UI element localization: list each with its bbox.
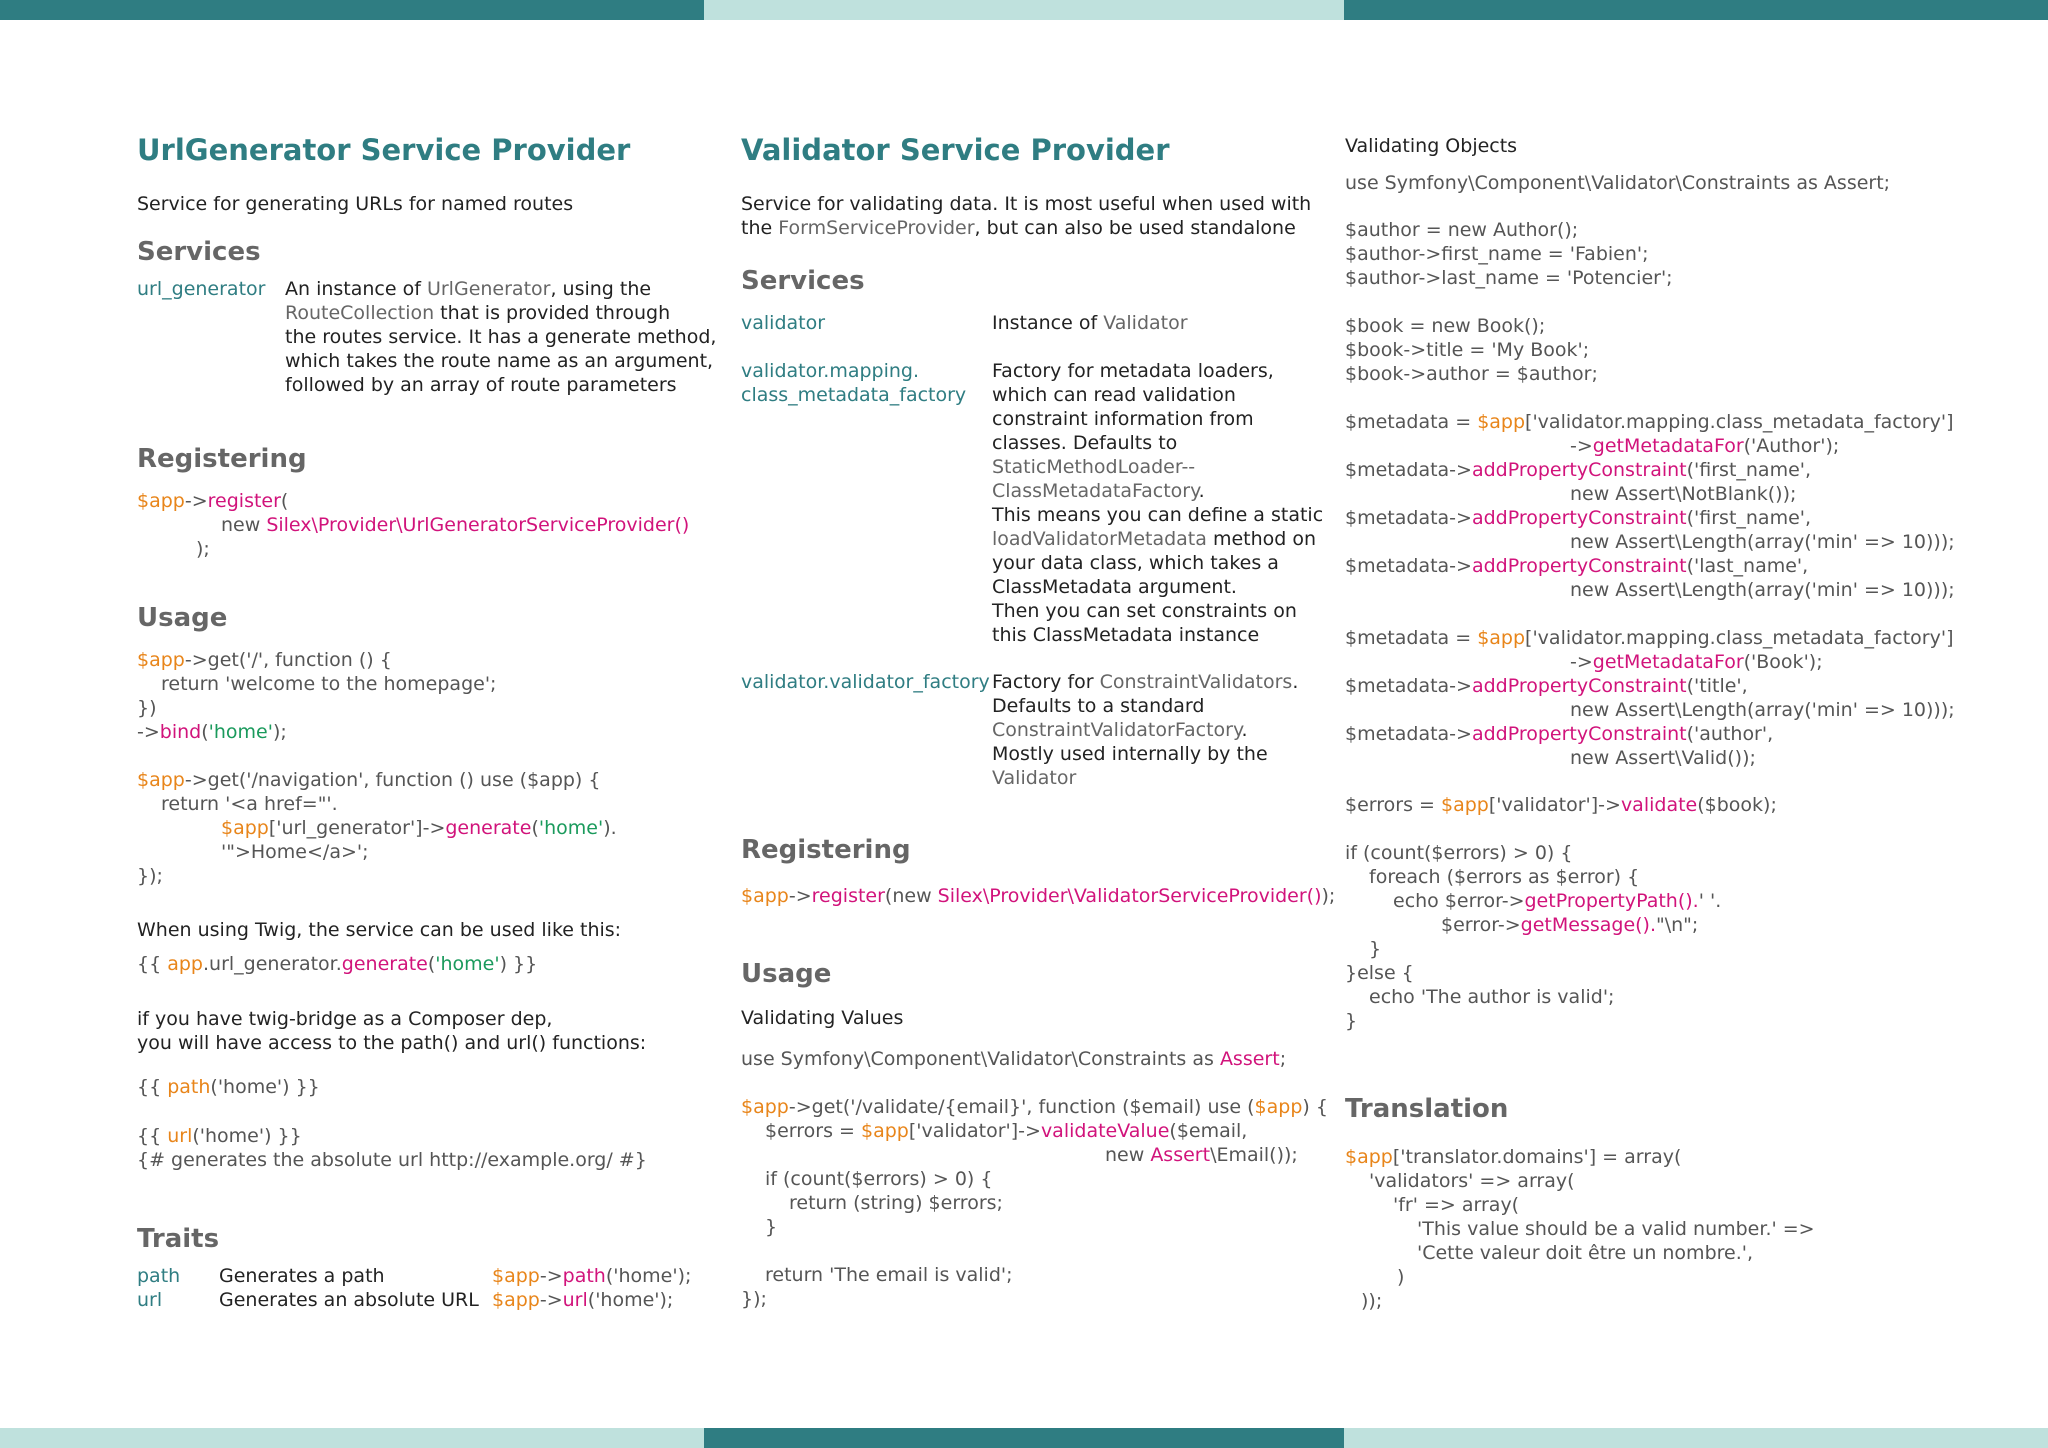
- code-line: }: [765, 1216, 778, 1238]
- twig-intro: When using Twig, the service can be used like this:: [137, 919, 622, 941]
- service-desc-line: ClassMetadataFactory.: [992, 480, 1205, 502]
- service-desc-line: this ClassMetadata instance: [992, 624, 1260, 646]
- code-line: $book = new Book();: [1345, 315, 1546, 337]
- code-line: '">Home</a>';: [221, 841, 369, 863]
- code-line: new Assert\Length(array('min' => 10)));: [1570, 699, 1955, 721]
- code-line: new Assert\Length(array('min' => 10)));: [1570, 579, 1955, 601]
- top-bar-right: [1344, 0, 2048, 20]
- trait-code: $app->url('home');: [492, 1289, 674, 1311]
- code-line: }: [1369, 938, 1382, 960]
- service-desc-line: your data class, which takes a: [992, 552, 1279, 574]
- code-line: use Symfony\Component\Validator\Constraints as Assert;: [741, 1048, 1287, 1070]
- service-desc-line: which can read validation: [992, 384, 1236, 406]
- service-desc-line: which takes the route name as an argument,: [285, 350, 714, 372]
- bottom-bar-left: [0, 1428, 704, 1448]
- code-line: return (string) $errors;: [789, 1192, 1003, 1214]
- code-line: ->bind('home');: [137, 721, 287, 743]
- service-desc-line: classes. Defaults to: [992, 432, 1178, 454]
- intro-text: Service for generating URLs for named routes: [137, 193, 574, 215]
- code-line: $app->get('/', function () {: [137, 649, 392, 671]
- code-line: {# generates the absolute url http://example.org/ #}: [137, 1149, 647, 1171]
- code-line: if (count($errors) > 0) {: [1345, 842, 1573, 864]
- section-title: UrlGenerator Service Provider: [137, 133, 631, 167]
- service-key: validator.mapping.: [741, 360, 920, 382]
- code-line: {{ url('home') }}: [137, 1125, 302, 1147]
- code-line: $author->first_name = 'Fabien';: [1345, 243, 1649, 265]
- code-line: {{ app.url_generator.generate('home') }}: [137, 953, 538, 975]
- code-line: $author = new Author();: [1345, 219, 1579, 241]
- code-line: $metadata->addPropertyConstraint('title',: [1345, 675, 1748, 697]
- intro-text: Service for validating data. It is most useful when used with: [741, 193, 1312, 215]
- trait-desc: Generates an absolute URL: [219, 1289, 479, 1311]
- code-line: }): [137, 697, 157, 719]
- service-desc-line: followed by an array of route parameters: [285, 374, 677, 396]
- code-line: $metadata->addPropertyConstraint('first_name',: [1345, 507, 1812, 529]
- bottom-bar-right: [1344, 1428, 2048, 1448]
- translation-heading: Translation: [1345, 1094, 1509, 1124]
- service-desc-line: loadValidatorMetadata method on: [992, 528, 1317, 550]
- code-line: if (count($errors) > 0) {: [765, 1168, 993, 1190]
- intro-text: the FormServiceProvider, but can also be used standalone: [741, 217, 1296, 239]
- code-line: $metadata->addPropertyConstraint('first_name',: [1345, 459, 1812, 481]
- code-line: }else {: [1345, 962, 1414, 984]
- code-line: echo $error->getPropertyPath().' '.: [1393, 890, 1722, 912]
- registering-heading: Registering: [741, 835, 911, 865]
- code-line: $metadata->addPropertyConstraint('author',: [1345, 723, 1774, 745]
- service-key: class_metadata_factory: [741, 384, 967, 406]
- code-line: new Assert\Email());: [1105, 1144, 1298, 1166]
- service-desc-line: An instance of UrlGenerator, using the: [285, 278, 652, 300]
- service-desc-line: RouteCollection that is provided through: [285, 302, 671, 324]
- services-heading: Services: [741, 266, 865, 296]
- service-key: url_generator: [137, 278, 266, 300]
- code-line: new Assert\Length(array('min' => 10)));: [1570, 531, 1955, 553]
- service-desc-line: Mostly used internally by the: [992, 743, 1268, 765]
- usage-heading: Usage: [741, 959, 832, 989]
- code-line: 'fr' => array(: [1393, 1194, 1520, 1216]
- code-line: ->getMetadataFor('Author');: [1570, 435, 1840, 457]
- service-desc-line: Instance of Validator: [992, 312, 1188, 334]
- code-line: $book->title = 'My Book';: [1345, 339, 1590, 361]
- code-line: new Assert\NotBlank());: [1570, 483, 1797, 505]
- code-line: $app->get('/navigation', function () use ($app) {: [137, 769, 601, 791]
- registering-heading: Registering: [137, 444, 307, 474]
- trait-desc: Generates a path: [219, 1265, 385, 1287]
- service-key: validator.validator_factory: [741, 671, 990, 693]
- bottom-bar-middle: [704, 1428, 1344, 1448]
- service-desc-line: Factory for metadata loaders,: [992, 360, 1274, 382]
- code-line: $app['translator.domains'] = array(: [1345, 1146, 1682, 1168]
- usage-subheading: Validating Values: [741, 1007, 904, 1029]
- code-line: ->getMetadataFor('Book');: [1570, 651, 1823, 673]
- code-line: $book->author = $author;: [1345, 363, 1598, 385]
- code-line: );: [196, 538, 210, 560]
- service-key: validator: [741, 312, 826, 334]
- code-line: $app->register(new Silex\Provider\ValidatorServiceProvider());: [741, 885, 1336, 907]
- section-title: Validator Service Provider: [741, 133, 1170, 167]
- code-line: 'Cette valeur doit être un nombre.',: [1417, 1242, 1754, 1264]
- code-line: ));: [1361, 1290, 1383, 1312]
- code-line: 'This value should be a valid number.' =>: [1417, 1218, 1815, 1240]
- top-bar-middle: [704, 0, 1344, 20]
- code-line: new Assert\Valid());: [1570, 747, 1756, 769]
- code-line: foreach ($errors as $error) {: [1369, 866, 1640, 888]
- code-line: $app->register(: [137, 490, 289, 512]
- code-line: $metadata = $app['validator.mapping.class_metadata_factory']: [1345, 411, 1954, 433]
- trait-name: path: [137, 1265, 181, 1287]
- code-line: $metadata->addPropertyConstraint('last_name',: [1345, 555, 1809, 577]
- trait-code: $app->path('home');: [492, 1265, 692, 1287]
- code-line: $app->get('/validate/{email}', function ($email) use ($app) {: [741, 1096, 1328, 1118]
- code-line: 'validators' => array(: [1369, 1170, 1575, 1192]
- service-desc-line: StaticMethodLoader--: [992, 456, 1196, 478]
- service-desc-line: ConstraintValidatorFactory.: [992, 719, 1248, 741]
- code-line: return '<a href="'.: [161, 793, 338, 815]
- bridge-text: if you have twig-bridge as a Composer dep,: [137, 1008, 553, 1030]
- service-desc-line: the routes service. It has a generate method,: [285, 326, 717, 348]
- objects-heading: Validating Objects: [1345, 135, 1518, 157]
- service-desc-line: Validator: [992, 767, 1077, 789]
- code-line: {{ path('home') }}: [137, 1076, 320, 1098]
- traits-heading: Traits: [137, 1224, 220, 1254]
- bridge-text: you will have access to the path() and url() functions:: [137, 1032, 647, 1054]
- service-desc-line: This means you can define a static: [992, 504, 1324, 526]
- service-desc-line: ClassMetadata argument.: [992, 576, 1237, 598]
- code-line: });: [741, 1288, 767, 1310]
- service-desc-line: Factory for ConstraintValidators.: [992, 671, 1299, 693]
- code-line: new Silex\Provider\UrlGeneratorServiceProvider(): [221, 514, 690, 536]
- service-desc-line: constraint information from: [992, 408, 1254, 430]
- code-line: ): [1397, 1266, 1405, 1288]
- top-bar-left: [0, 0, 704, 20]
- service-desc-line: Defaults to a standard: [992, 695, 1205, 717]
- code-line: $errors = $app['validator']->validate($book);: [1345, 794, 1777, 816]
- code-line: return 'The email is valid';: [765, 1264, 1013, 1286]
- code-line: $errors = $app['validator']->validateValue($email,: [765, 1120, 1248, 1142]
- code-line: return 'welcome to the homepage';: [161, 673, 497, 695]
- code-line: });: [137, 865, 163, 887]
- code-line: use Symfony\Component\Validator\Constraints as Assert;: [1345, 172, 1891, 194]
- usage-heading: Usage: [137, 603, 228, 633]
- service-desc-line: Then you can set constraints on: [992, 600, 1297, 622]
- code-line: $author->last_name = 'Potencier';: [1345, 267, 1673, 289]
- code-line: $metadata = $app['validator.mapping.class_metadata_factory']: [1345, 627, 1954, 649]
- code-line: $app['url_generator']->generate('home').: [221, 817, 617, 839]
- services-heading: Services: [137, 237, 261, 267]
- code-line: $error->getMessage()."\n";: [1441, 914, 1699, 936]
- code-line: }: [1345, 1010, 1358, 1032]
- trait-name: url: [137, 1289, 163, 1311]
- code-line: echo 'The author is valid';: [1369, 986, 1615, 1008]
